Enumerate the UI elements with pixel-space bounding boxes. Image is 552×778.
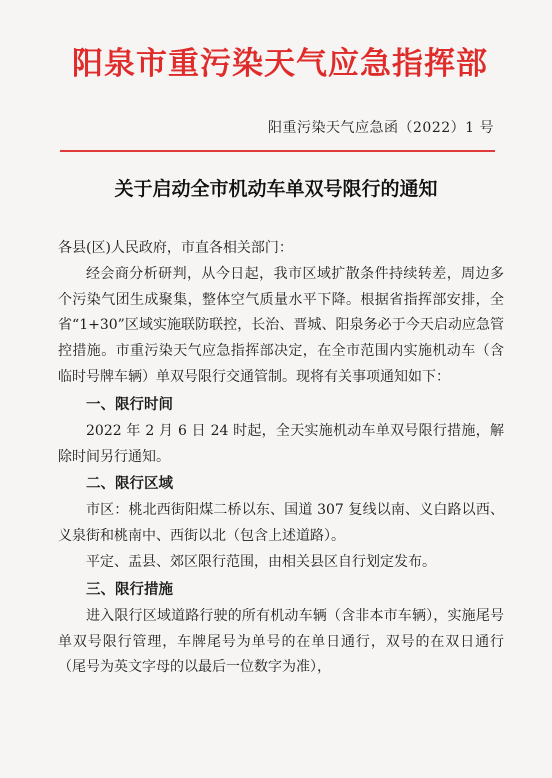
section-time-paragraph: 2022 年 2 月 6 日 24 时起，全天实施机动车单双号限行措施，解除时间另行通知。	[58, 422, 504, 465]
salutation: 各县(区)人民政府，市直各相关部门：	[58, 240, 293, 256]
section-heading-measures: 三、限行措施	[86, 581, 173, 598]
issuing-authority-header: 阳泉市重污染天气应急指挥部	[72, 46, 488, 82]
section-heading-time: 一、限行时间	[86, 396, 173, 413]
section-area-paragraph-counties: 平定、盂县、郊区限行范围，由相关县区自行划定发布。	[86, 553, 436, 570]
section-heading-area: 二、限行区域	[86, 476, 173, 493]
document-body	[58, 236, 504, 681]
header-divider	[60, 150, 495, 152]
intro-paragraph: 经会商分析研判，从今日起，我市区域扩散条件持续转差，周边多个污染气团生成聚集，整体空气质量水平下降。根据省指挥部安排，全省“1+30”区域实施联防联控，长治、晋城、阳泉务必于今天启动应急管控措施。市重污染天气应急指挥部决定，在全市范围内实施机动车（含临时号牌车辆）单双号限行交通管制。现将有关事项通知如下：	[58, 265, 504, 385]
document-title: 关于启动全市机动车单双号限行的通知	[114, 178, 438, 200]
section-area-paragraph-city: 市区：桃北西街阳煤二桥以东、国道 307 复线以南、义白路以西、义泉街和桃南中、西街以北（包含上述道路）。	[58, 502, 504, 545]
section-measures-paragraph: 进入限行区域道路行驶的所有机动车辆（含非本市车辆），实施尾号单双号限行管理，车牌尾号为单号的在单日通行，双号的在双日通行（尾号为英文字母的以最后一位数字为准），	[58, 607, 504, 676]
document-number: 阳重污染天气应急函（2022）1 号	[268, 120, 494, 136]
